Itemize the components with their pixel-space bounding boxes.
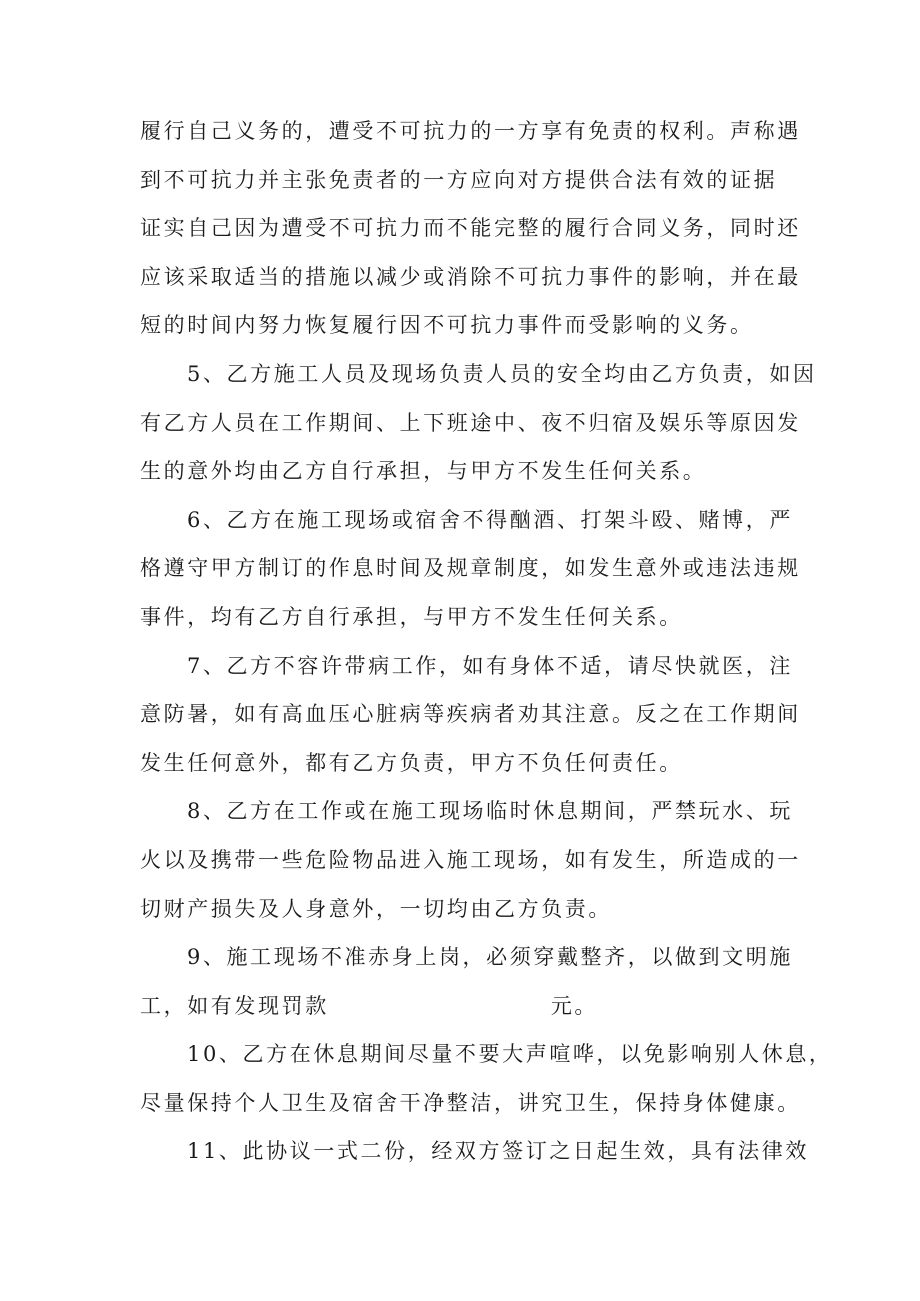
paragraph-line: 应该采取适当的措施以减少或消除不可抗力事件的影响，并在最 xyxy=(140,264,801,289)
clause-5-line: 5、乙方施工人员及现场负责人员的安全均由乙方负责，如因 xyxy=(187,361,817,386)
clause-7-line: 发生任何意外，都有乙方负责，甲方不负任何责任。 xyxy=(140,750,683,775)
clause-10-line: 尽量保持个人卫生及宿舍干净整洁，讲究卫生，保持身体健康。 xyxy=(140,1090,801,1115)
paragraph-line: 证实自己因为遭受不可抗力而不能完整的履行合同义务，同时还 xyxy=(140,216,801,241)
clause-10-line: 10、乙方在休息期间尽量不要大声喧哗，以免影响别人休息， xyxy=(187,1042,833,1067)
fine-text-before: 工，如有发现罚款 xyxy=(140,993,329,1018)
clause-5-line: 有乙方人员在工作期间、上下班途中、夜不归宿及娱乐等原因发 xyxy=(140,410,801,435)
contract-body xyxy=(140,107,833,1176)
clause-9-line: 9、施工现场不准赤身上岗，必须穿戴整齐，以做到文明施 xyxy=(187,945,793,970)
clause-11-line: 11、此协议一式二份，经双方签订之日起生效，具有法律效 xyxy=(187,1139,809,1164)
clause-6-line: 6、乙方在施工现场或宿舍不得酗酒、打架斗殴、赌博，严 xyxy=(187,507,793,532)
clause-7-line: 7、乙方不容许带病工作，如有身体不适，请尽快就医，注 xyxy=(187,653,793,678)
clause-6-line: 事件，均有乙方自行承担，与甲方不发生任何关系。 xyxy=(140,604,683,629)
paragraph-line: 到不可抗力并主张免责者的一方应向对方提供合法有效的证据 xyxy=(140,167,778,192)
clause-7-line: 意防暑，如有高血压心脏病等疾病者劝其注意。反之在工作期间 xyxy=(140,702,801,727)
clause-6-line: 格遵守甲方制订的作息时间及规章制度，如发生意外或违法违规 xyxy=(140,556,801,581)
clause-9-fine-line xyxy=(140,982,790,1031)
clause-8-line: 8、乙方在工作或在施工现场临时休息期间，严禁玩水、玩 xyxy=(187,799,793,824)
clause-5-line: 生的意外均由乙方自行承担，与甲方不发生任何关系。 xyxy=(140,459,707,484)
clause-8-line: 火以及携带一些危险物品进入施工现场，如有发生，所造成的一 xyxy=(140,847,801,872)
fine-text-after: 元。 xyxy=(550,993,599,1018)
paragraph-line: 短的时间内努力恢复履行因不可抗力事件而受影响的义务。 xyxy=(140,313,754,338)
paragraph-line: 履行自己义务的，遭受不可抗力的一方享有免责的权利。声称遇 xyxy=(140,119,801,143)
clause-8-line: 切财产损失及人身意外，一切均由乙方负责。 xyxy=(140,896,612,921)
